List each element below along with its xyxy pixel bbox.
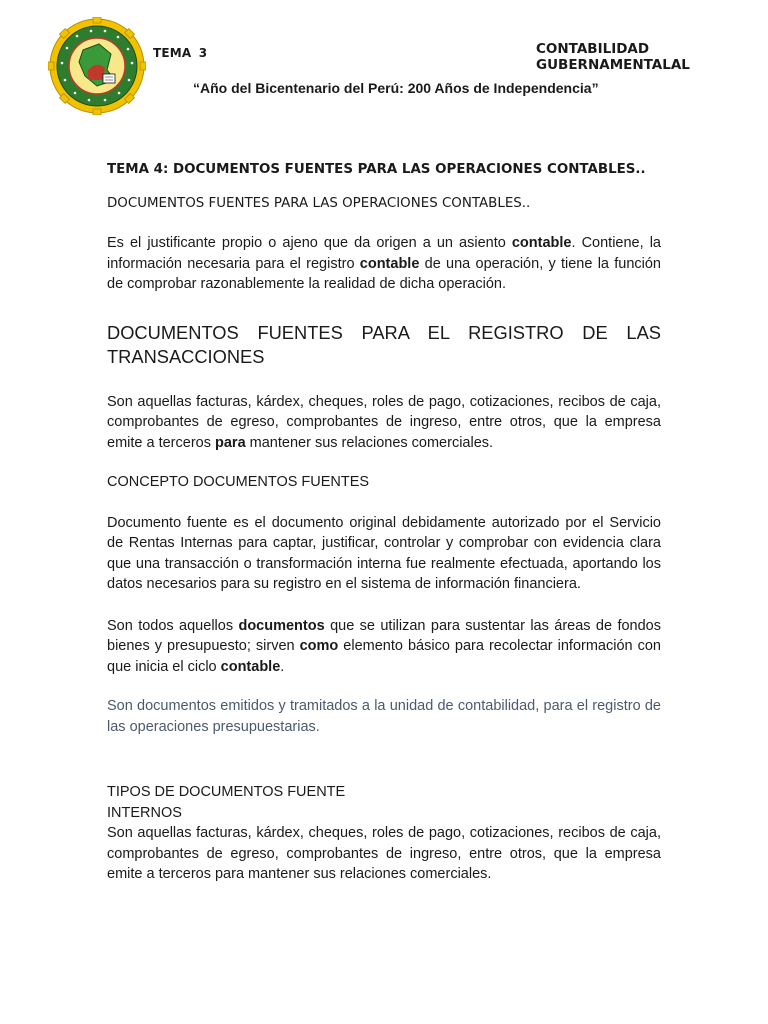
paragraph-budget-operations: Son documentos emitidos y tramitados a la unidad de contabilidad, para el registro de las operaciones presupuestarias. xyxy=(107,698,661,735)
section-heading: DOCUMENTOS FUENTES PARA EL REGISTRO DE LAS TRANSACCIONES xyxy=(107,321,661,367)
document-title: TEMA 4: DOCUMENTOS FUENTES PARA LAS OPERACIONES CONTABLES.. xyxy=(107,162,646,177)
institute-seal-logo xyxy=(48,17,146,115)
paragraph-definition: Es el justificante propio o ajeno que da origen a un asiento contable. Contiene, la información necesaria para el registro contable de una operación, y tiene la función de comprobar razonablemente la realidad de dicha operación. xyxy=(107,235,661,292)
paragraph-documents: Son todos aquellos documentos que se utilizan para sustentar las áreas de fondos bienes y presupuesto; sirven como elemento básico para recolectar información con que inicia el ciclo contable. xyxy=(107,617,661,675)
document-subtitle: DOCUMENTOS FUENTES PARA LAS OPERACIONES CONTABLES.. xyxy=(107,196,531,211)
paragraph-internal-documents: Son aquellas facturas, kárdex, cheques, roles de pago, cotizaciones, recibos de caja, comprobantes de egreso, comprobantes de ingreso, entre otros, que la empresa emite a terceros para mantener sus relaciones comerciales. xyxy=(107,825,661,882)
document-body xyxy=(107,162,661,885)
paragraph-source-documents: Son aquellas facturas, kárdex, cheques, roles de pago, cotizaciones, recibos de caja, comprobantes de egreso, comprobantes de ingreso, entre otros, que la empresa emite a terceros para mantener sus relaciones comerciales. xyxy=(107,393,661,451)
concept-heading: CONCEPTO DOCUMENTOS FUENTES xyxy=(107,474,370,490)
course-title: CONTABILIDAD GUBERNAMENTALAL xyxy=(536,41,690,73)
paragraph-concept: Documento fuente es el documento original debidamente autorizado por el Servicio de Rentas Internas para captar, justificar, controlar y comprobar con evidencia clara que una transacción o transformación interna fue realmente efectuada, aportando los datos necesarios para su registro en el sistema de información financiera. xyxy=(107,514,661,592)
internal-heading: INTERNOS xyxy=(107,804,182,821)
seal-icon xyxy=(48,17,146,115)
year-motto: “Año del Bicentenario del Perú: 200 Años de Independencia” xyxy=(193,80,599,96)
tema-label: TEMA 3 xyxy=(153,46,208,60)
types-heading: TIPOS DE DOCUMENTOS FUENTE xyxy=(107,784,346,800)
